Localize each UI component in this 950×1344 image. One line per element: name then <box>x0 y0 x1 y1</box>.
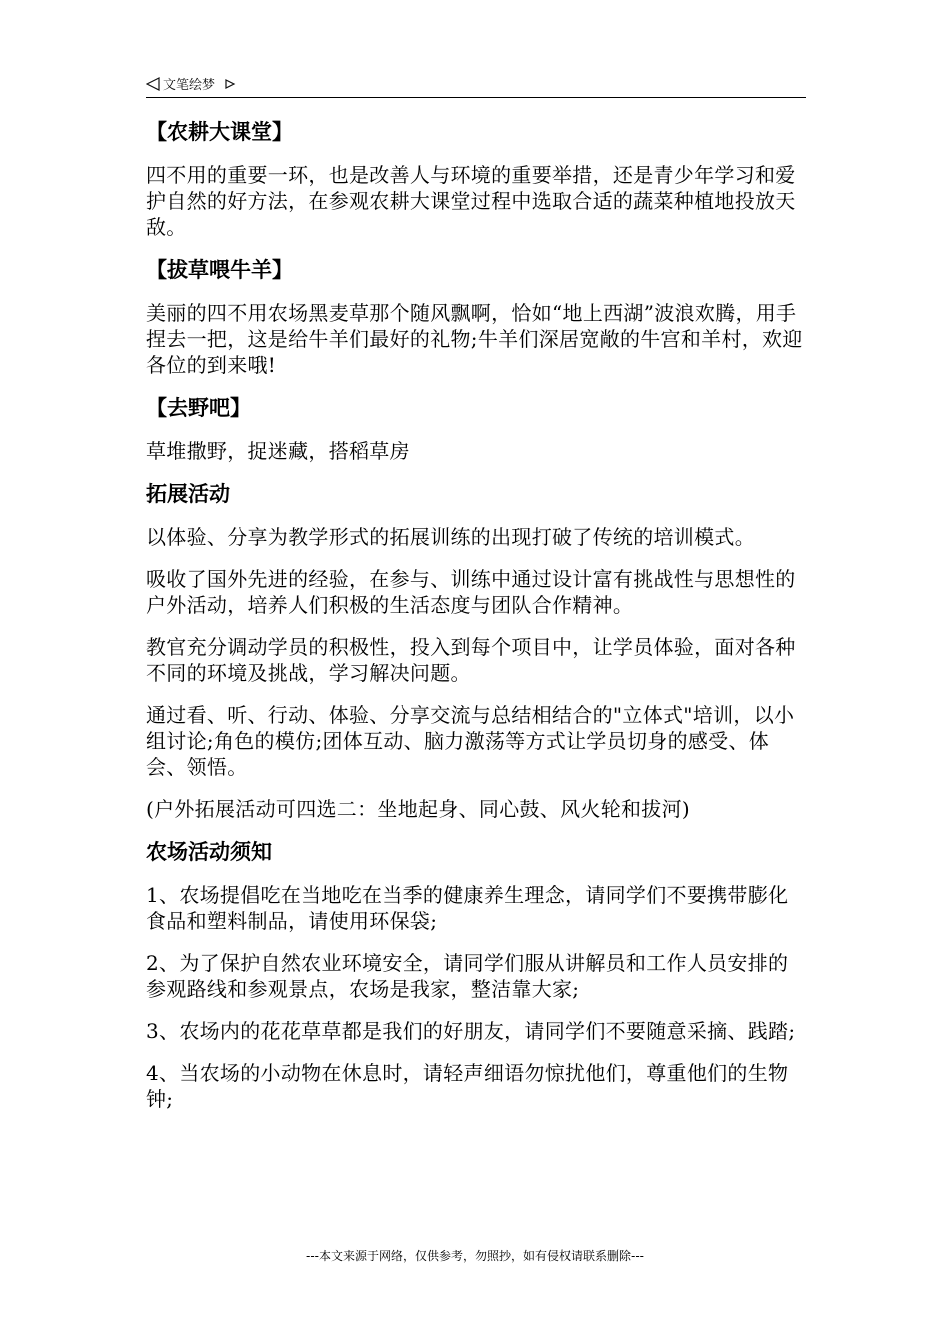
body-paragraph: 1、农场提倡吃在当地吃在当季的健康养生理念，请同学们不要携带膨化食品和塑料制品，请使用环保袋; <box>146 883 789 933</box>
body-paragraph: 3、农场内的花花草草都是我们的好朋友，请同学们不要随意采摘、践踏; <box>146 1019 796 1043</box>
triangle-right-icon <box>224 78 236 90</box>
section-heading: 农场活动须知 <box>146 840 272 864</box>
body-paragraph: 2、为了保护自然农业环境安全，请同学们服从讲解员和工作人员安排的参观路线和参观景点，农场是我家，整洁靠大家; <box>146 951 789 1001</box>
body-paragraph: 吸收了国外先进的经验，在参与、训练中通过设计富有挑战性与思想性的户外活动，培养人们积极的生活态度与团队合作精神。 <box>146 567 796 617</box>
triangle-left-icon <box>146 77 160 91</box>
section-heading: 【拔草喂牛羊】 <box>146 258 293 282</box>
section-heading: 【去野吧】 <box>146 396 251 420</box>
body-paragraph: (户外拓展活动可四选二：坐地起身、同心鼓、风火轮和拔河) <box>146 797 691 821</box>
header-brand-text: 文笔绘梦 <box>163 78 216 93</box>
body-paragraph: 教官充分调动学员的积极性，投入到每个项目中，让学员体验，面对各种不同的环境及挑战，学习解决问题。 <box>146 635 796 685</box>
body-paragraph: 4、当农场的小动物在休息时，请轻声细语勿惊扰他们，尊重他们的生物钟; <box>146 1061 789 1111</box>
header-divider <box>146 97 806 98</box>
body-paragraph: 草堆撒野，捉迷藏，搭稻草房 <box>146 439 410 463</box>
body-paragraph: 美丽的四不用农场黑麦草那个随风飘啊，恰如“地上西湖”波浪欢腾，用手捏去一把，这是给牛羊们最好的礼物;牛羊们深居宽敞的牛宫和羊村，欢迎各位的到来哦! <box>146 301 803 377</box>
page-header <box>146 74 806 98</box>
document-body <box>146 118 806 1128</box>
header-brand <box>146 74 236 93</box>
section-heading: 拓展活动 <box>146 482 230 506</box>
page-footer: ---本文来源于网络，仅供参考，勿照抄，如有侵权请联系删除--- <box>306 1249 644 1263</box>
body-paragraph: 四不用的重要一环，也是改善人与环境的重要举措，还是青少年学习和爱护自然的好方法，在参观农耕大课堂过程中选取合适的蔬菜种植地投放天敌。 <box>146 163 796 239</box>
body-paragraph: 通过看、听、行动、体验、分享交流与总结相结合的"立体式"培训，以小组讨论;角色的模仿;团体互动、脑力激荡等方式让学员切身的感受、体会、领悟。 <box>146 703 795 779</box>
body-paragraph: 以体验、分享为教学形式的拓展训练的出现打破了传统的培训模式。 <box>146 525 755 549</box>
section-heading: 【农耕大课堂】 <box>146 120 293 144</box>
